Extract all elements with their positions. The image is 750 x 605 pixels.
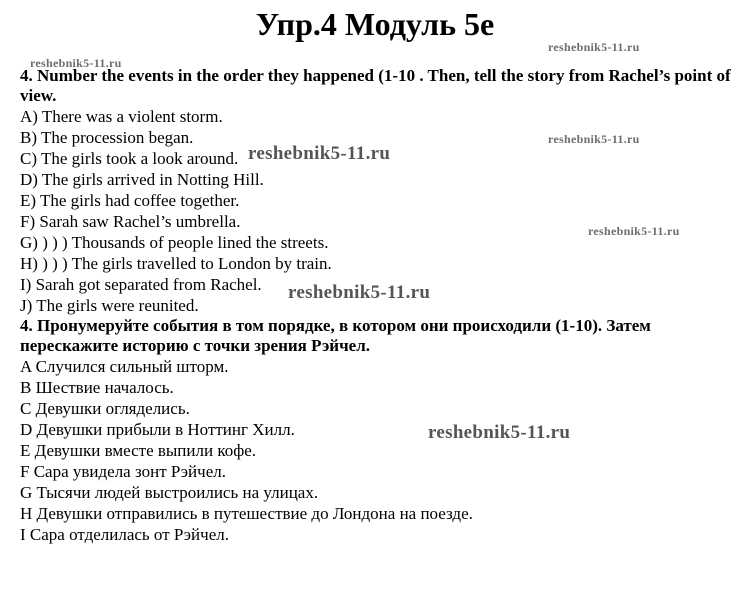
russian-heading: 4. Пронумеруйте события в том порядке, в котором они происходили (1-10). Затем перескажите историю с точки зрения Рэйчел. <box>20 316 651 355</box>
list-item: E) The girls had coffee together. <box>20 191 240 210</box>
exercise-content <box>20 66 732 545</box>
list-item: F) Sarah saw Rachel’s umbrella. <box>20 212 241 231</box>
list-item: E Девушки вместе выпили кофе. <box>20 441 257 460</box>
english-heading: 4. Number the events in the order they happened (1-10 . Then, tell the story from Rachel’s point of view. <box>20 66 731 105</box>
watermark: reshebnik5-11.ru <box>288 282 431 303</box>
watermark: reshebnik5-11.ru <box>588 224 680 238</box>
watermark: reshebnik5-11.ru <box>30 56 122 70</box>
watermark: reshebnik5-11.ru <box>248 143 391 164</box>
list-item: I Сара отделилась от Рэйчел. <box>20 525 229 544</box>
list-item: I) Sarah got separated from Rachel. <box>20 275 262 294</box>
list-item: A) There was a violent storm. <box>20 107 223 126</box>
list-item: H Девушки отправились в путешествие до Лондона на поезде. <box>20 504 473 523</box>
watermark: reshebnik5-11.ru <box>428 422 571 443</box>
list-item: J) The girls were reunited. <box>20 296 199 315</box>
watermark: reshebnik5-11.ru <box>548 40 640 54</box>
list-item: F Сара увидела зонт Рэйчел. <box>20 462 226 481</box>
list-item: H) ) ) ) The girls travelled to London by train. <box>20 254 332 273</box>
list-item: G Тысячи людей выстроились на улицах. <box>20 483 319 502</box>
list-item: B Шествие началось. <box>20 378 174 397</box>
page-title: Упр.4 Модуль 5е <box>255 6 495 42</box>
list-item: C) The girls took a look around. <box>20 149 239 168</box>
list-item: D) The girls arrived in Notting Hill. <box>20 170 264 189</box>
list-item: B) The procession began. <box>20 128 194 147</box>
watermark: reshebnik5-11.ru <box>548 132 640 146</box>
list-item: A Случился сильный шторм. <box>20 357 229 376</box>
list-item: G) ) ) ) Thousands of people lined the streets. <box>20 233 329 252</box>
list-item: C Девушки огляделись. <box>20 399 190 418</box>
list-item: D Девушки прибыли в Ноттинг Хилл. <box>20 420 295 439</box>
